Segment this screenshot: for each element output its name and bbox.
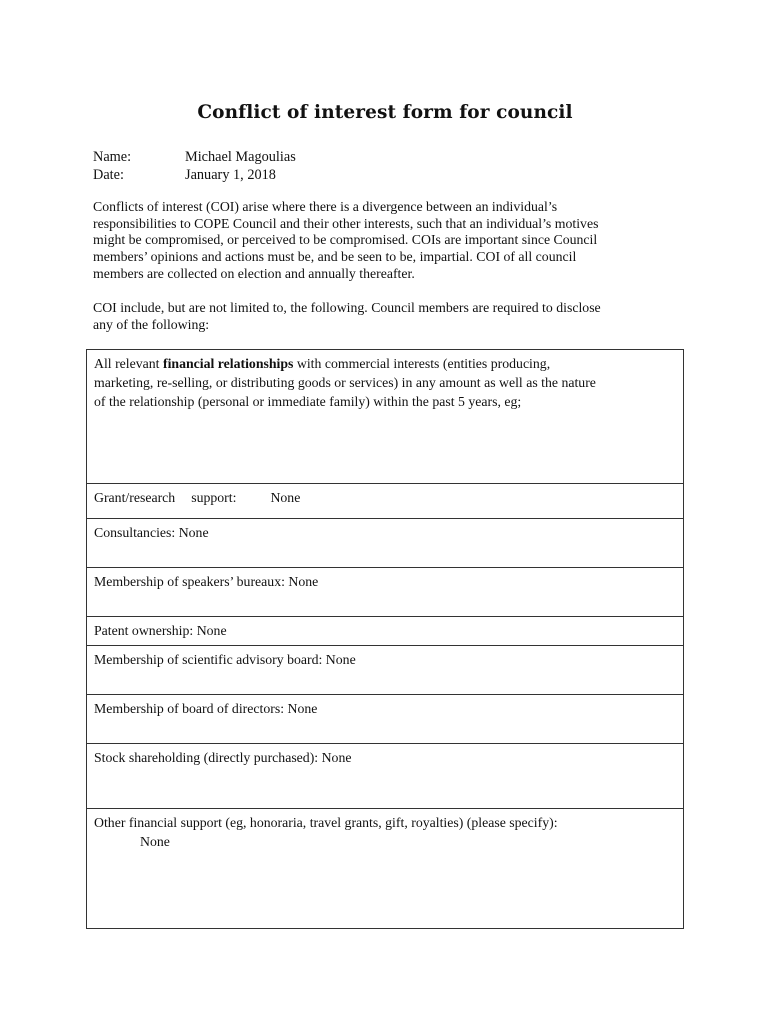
intro-line: responsibilities to COPE Council and their other interests, such that an individual’s motives xyxy=(93,215,599,231)
financial-suffix: with commercial interests (entities producing, xyxy=(293,356,551,371)
stock-row xyxy=(87,744,684,809)
directors-cell: Membership of board of directors: None xyxy=(87,695,684,744)
patent-cell: Patent ownership: None xyxy=(87,617,684,646)
financial-relationships-bold: financial relationships xyxy=(162,356,294,371)
stock-cell: Stock shareholding (directly purchased): None xyxy=(87,744,684,809)
other-cell xyxy=(87,809,684,929)
date-value: January 1, 2018 xyxy=(185,167,276,183)
intro-line: members are collected on election and annually thereafter. xyxy=(93,265,415,281)
grant-row xyxy=(87,484,684,519)
consultancies-cell: Consultancies: None xyxy=(87,519,684,568)
grant-cell xyxy=(87,484,684,519)
name-value: Michael Magoulias xyxy=(185,149,296,165)
name-row xyxy=(93,149,296,166)
financial-line: of the relationship (personal or immediate family) within the past 5 years, eg; xyxy=(94,394,522,409)
form-title: Conflict of interest form for council xyxy=(197,102,573,123)
financial-line: marketing, re-selling, or distributing goods or services) in any amount as well as the nature xyxy=(94,375,596,390)
lead-paragraph xyxy=(93,300,683,333)
intro-line: Conflicts of interest (COI) arise where there is a divergence between an individual’s xyxy=(93,199,558,214)
other-label: Other financial support (eg, honoraria, travel grants, gift, royalties) (please specify): xyxy=(94,815,558,830)
advisory-row xyxy=(87,646,684,695)
other-value: None xyxy=(140,834,170,849)
financial-cell xyxy=(87,350,684,484)
financial-row xyxy=(87,350,684,484)
date-row xyxy=(93,167,276,184)
financial-prefix: All relevant xyxy=(94,356,163,371)
consultancies-row xyxy=(87,519,684,568)
speakers-row xyxy=(87,568,684,617)
advisory-cell: Membership of scientific advisory board: None xyxy=(87,646,684,695)
name-label: Name: xyxy=(93,149,132,165)
coi-table xyxy=(86,349,684,929)
lead-line: COI include, but are not limited to, the following. Council members are required to disclose xyxy=(93,300,601,315)
directors-row xyxy=(87,695,684,744)
date-label: Date: xyxy=(93,167,124,183)
grant-label-b: support: xyxy=(191,490,237,505)
speakers-cell: Membership of speakers’ bureaux: None xyxy=(87,568,684,617)
lead-line: any of the following: xyxy=(93,316,210,332)
grant-label-a: Grant/research xyxy=(94,490,176,505)
intro-line: members’ opinions and actions must be, and be seen to be, impartial. COI of all council xyxy=(93,249,577,265)
grant-value: None xyxy=(270,490,301,505)
other-row xyxy=(87,809,684,929)
intro-paragraph xyxy=(93,199,683,283)
patent-row xyxy=(87,617,684,646)
financial-line xyxy=(94,354,677,373)
intro-line: might be compromised, or perceived to be compromised. COIs are important since Council xyxy=(93,232,598,248)
